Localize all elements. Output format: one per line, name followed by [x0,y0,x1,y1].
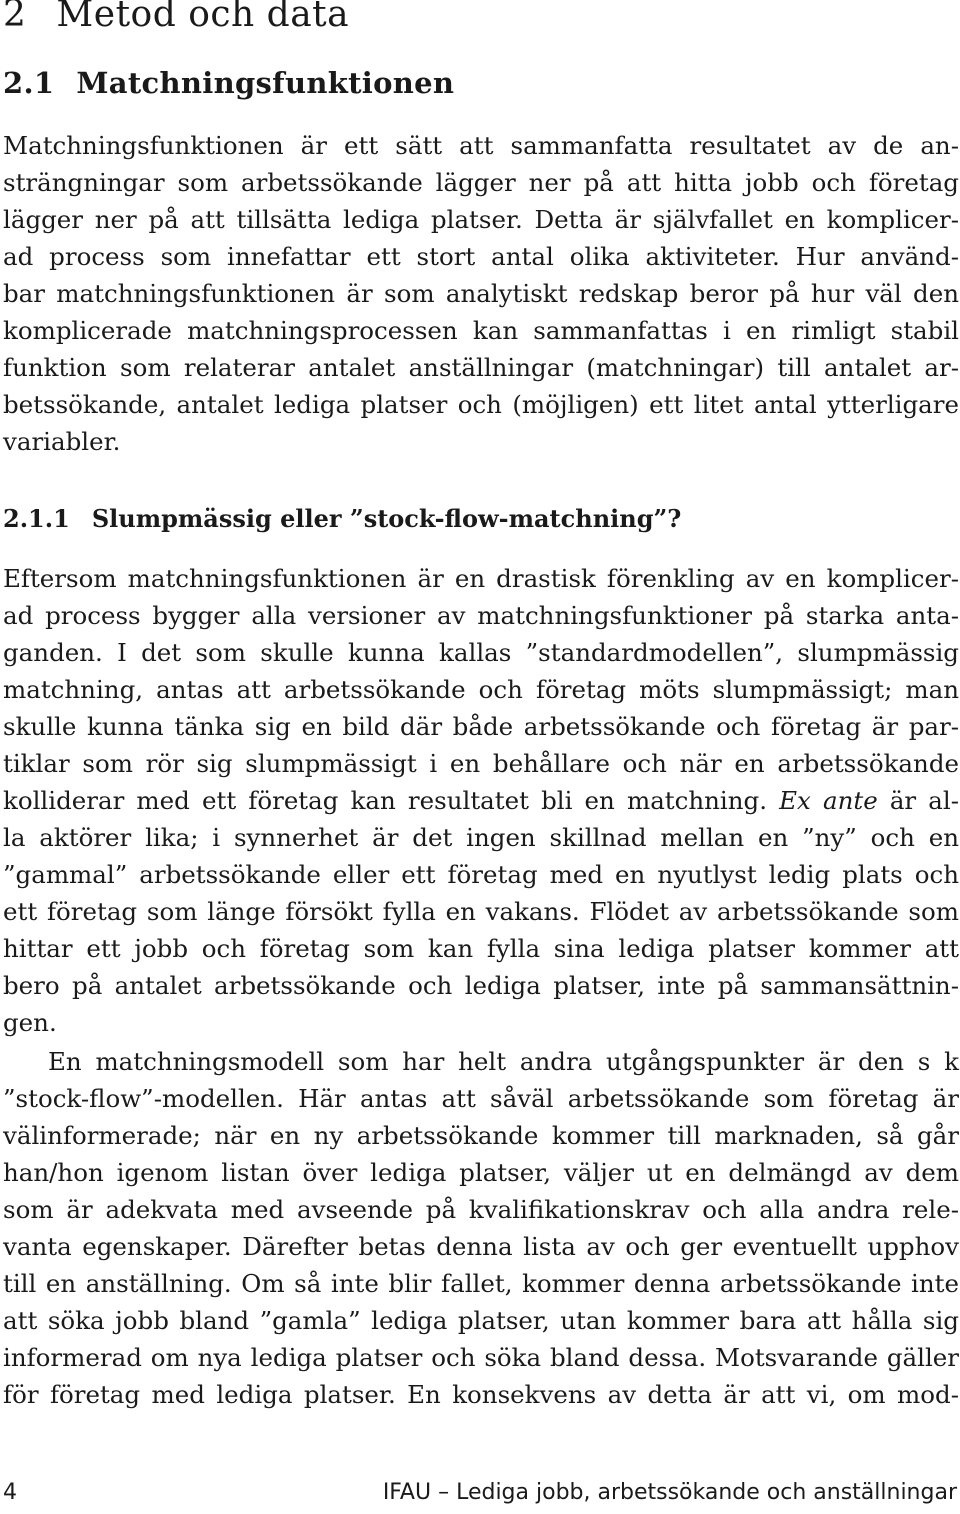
paragraph3-line: han/hon igenom listan över lediga platser, väljer ut en delmängd av dem [3,1158,959,1187]
italic-line-pre: kolliderar med ett företag kan resultatet bli en matchning. [3,786,780,815]
italic-line-post: är al- [877,786,959,815]
paragraph2-line: matchning, antas att arbetssökande och företag möts slumpmässigt; man [3,675,959,704]
paragraph2-line: gen. [3,1008,57,1037]
paragraph2-line: ”gammal” arbetssökande eller ett företag med en nyutlyst ledig plats och [3,860,959,889]
paragraph2-line: hittar ett jobb och företag som kan fylla sina lediga platser kommer att [3,934,959,963]
paragraph1-line: strängningar som arbetssökande lägger ner på att hitta jobb och företag [3,168,959,197]
subsubsection-title: Slumpmässig eller ”stock-flow-matchning”? [91,504,682,533]
paragraph3-line: informerad om nya lediga platser och söka bland dessa. Motsvarande gäller [3,1343,959,1372]
subsection-heading [3,66,454,100]
paragraph3-line: som är adekvata med avseende på kvalifikationskrav och alla andra rele- [3,1195,959,1224]
paragraph2-line: bero på antalet arbetssökande och lediga platser, inte på sammansättnin- [3,971,959,1000]
subsection-title: Matchningsfunktionen [76,66,455,100]
subsubsection-number: 2.1.1 [3,504,70,533]
paragraph1-line: betssökande, antalet lediga platser och (möjligen) ett litet antal ytterligare [3,390,959,419]
paragraph3-line: vanta egenskaper. Därefter betas denna lista av och ger eventuellt upphov [3,1232,959,1261]
paragraph2-line: ad process bygger alla versioner av matchningsfunktioner på starka anta- [3,601,959,630]
paragraph3-line: välinformerade; när en ny arbetssökande kommer till marknaden, så går [3,1121,959,1150]
running-footer-title: IFAU – Lediga jobb, arbetssökande och anställningar [382,1480,957,1505]
paragraph3-line: En matchningsmodell som har helt andra utgångspunkter är den s k [48,1047,959,1076]
paragraph3-line: att söka jobb bland ”gamla” lediga platser, utan kommer bara att hålla sig [3,1306,959,1335]
paragraph3-line: för företag med lediga platser. En konsekvens av detta är att vi, om mod- [3,1380,959,1409]
paragraph2-line: ganden. I det som skulle kunna kallas ”standardmodellen”, slumpmässig [3,638,959,667]
paragraph1-line: lägger ner på att tillsätta lediga platser. Detta är självfallet en komplicer- [3,205,959,234]
paragraph2-line: tiklar som rör sig slumpmässigt i en behållare och när en arbetssökande [3,749,959,778]
paragraph3-line: ”stock-flow”-modellen. Här antas att såväl arbetssökande som företag är [3,1084,959,1113]
paragraph1-line: variabler. [3,427,121,456]
page-number: 4 [3,1480,17,1505]
section-title: Metod och data [56,0,350,35]
paragraph2-line-with-italic [3,782,959,819]
ex-ante-italic: Ex ante [779,786,878,815]
paragraph1-line: bar matchningsfunktionen är som analytiskt redskap beror på hur väl den [3,279,959,308]
paragraph1-line: ad process som innefattar ett stort antal olika aktiviteter. Hur använd- [3,242,959,271]
paragraph1-line: Matchningsfunktionen är ett sätt att sammanfatta resultatet av de an- [3,131,959,160]
section-heading [3,0,349,35]
paragraph3-line: till en anställning. Om så inte blir fallet, kommer denna arbetssökande inte [3,1269,959,1298]
subsubsection-heading [3,504,681,533]
section-number: 2 [3,0,27,35]
subsection-number: 2.1 [3,66,55,100]
paragraph1-line: komplicerade matchningsprocessen kan sammanfattas i en rimligt stabil [3,316,959,345]
paragraph2-line: la aktörer lika; i synnerhet är det ingen skillnad mellan en ”ny” och en [3,823,959,852]
paragraph2-line: skulle kunna tänka sig en bild där både arbetssökande och företag är par- [3,712,959,741]
paragraph2-line: Eftersom matchningsfunktionen är en drastisk förenkling av en komplicer- [3,564,959,593]
paragraph1-line: funktion som relaterar antalet anställningar (matchningar) till antalet ar- [3,353,959,382]
paragraph2-line: ett företag som länge försökt fylla en vakans. Flödet av arbetssökande som [3,897,959,926]
